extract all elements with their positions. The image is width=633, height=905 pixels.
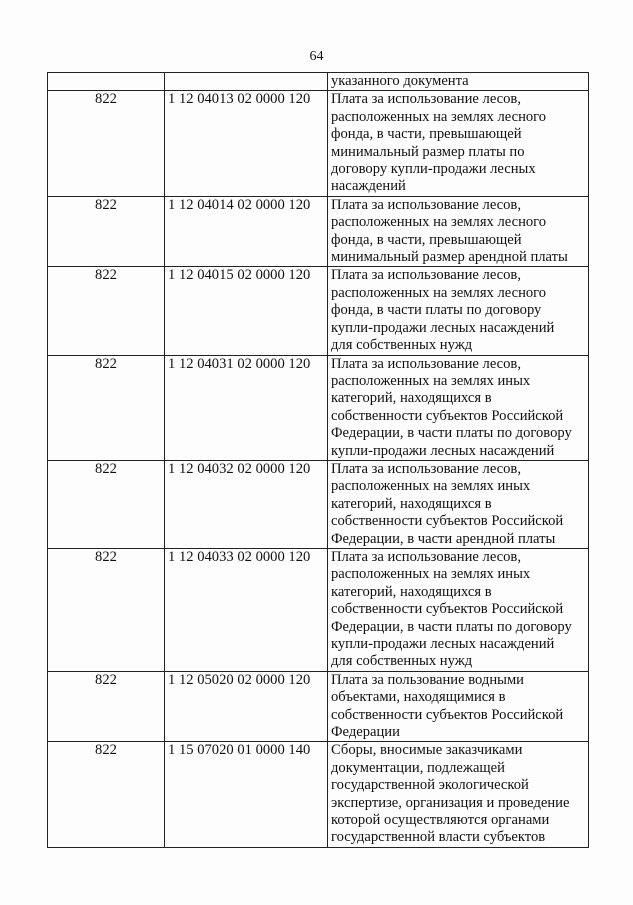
table-row: [48, 355, 589, 460]
table-row: [48, 548, 589, 671]
admin-code-cell: 822: [48, 196, 165, 267]
description-line: минимальный размер платы по: [331, 143, 525, 160]
description-line: государственной экологической: [331, 777, 529, 794]
admin-code-cell: 822: [48, 548, 165, 671]
description-line: собственности субъектов Российской: [331, 601, 564, 618]
page-number: 64: [309, 49, 324, 64]
description-line: документации, подлежащей: [331, 759, 505, 776]
description-cell: [328, 91, 589, 196]
admin-code-cell: 822: [48, 671, 165, 742]
description-cell: [328, 460, 589, 548]
description-line: Плата за использование лесов,: [331, 460, 521, 477]
admin-code-cell: [48, 73, 165, 91]
budget-codes-table: [47, 72, 589, 848]
table-body: [48, 73, 589, 848]
description-line: фонда, в части платы по договору: [331, 302, 542, 319]
description-line: Федерации, в части арендной платы: [331, 530, 556, 547]
description-line: для собственных нужд: [331, 653, 473, 670]
description-line: купли-продажи лесных насаждений: [331, 442, 555, 459]
table-row: [48, 91, 589, 196]
description-cell: [328, 196, 589, 267]
description-line: собственности субъектов Российской: [331, 407, 564, 424]
description-line: договору купли-продажи лесных: [331, 161, 536, 178]
description-line: Федерации, в части платы по договору: [331, 425, 572, 442]
kbk-cell: [165, 73, 328, 91]
description-line: категорий, находящихся в: [331, 583, 492, 600]
kbk-cell: 1 12 04033 02 0000 120: [165, 548, 328, 671]
description-cell: [328, 267, 589, 355]
description-line: насаждений: [331, 178, 406, 195]
admin-code-cell: 822: [48, 460, 165, 548]
admin-code-cell: 822: [48, 91, 165, 196]
description-line: расположенных на землях иных: [331, 478, 531, 495]
description-line: Плата за использование лесов,: [331, 267, 521, 284]
description-line: объектами, находящимися в: [331, 689, 506, 706]
kbk-cell: 1 12 04015 02 0000 120: [165, 267, 328, 355]
description-line: расположенных на землях иных: [331, 566, 531, 583]
description-cell: [328, 671, 589, 742]
description-cell: [328, 742, 589, 847]
table-row: [48, 460, 589, 548]
description-cell: [328, 548, 589, 671]
description-line: экспертизе, организация и проведение: [331, 794, 570, 811]
table-row: [48, 671, 589, 742]
admin-code-cell: 822: [48, 742, 165, 847]
description-line: Плата за использование лесов,: [331, 355, 521, 372]
description-line: Плата за пользование водными: [331, 671, 524, 688]
description-line: Федерации: [331, 724, 400, 741]
description-line: купли-продажи лесных насаждений: [331, 319, 555, 336]
table-row: [48, 742, 589, 847]
description-line: расположенных на землях лесного: [331, 284, 547, 301]
description-line: Плата за использование лесов,: [331, 548, 521, 565]
description-line: которой осуществляются органами: [331, 812, 550, 829]
kbk-cell: 1 12 05020 02 0000 120: [165, 671, 328, 742]
description-line: фонда, в части, превышающей: [331, 231, 522, 248]
description-line: купли-продажи лесных насаждений: [331, 636, 555, 652]
table-row: [48, 267, 589, 355]
table-row-continuation: [48, 73, 589, 91]
admin-code-cell: 822: [48, 355, 165, 460]
description-cell: [328, 73, 589, 91]
table-row: [48, 196, 589, 267]
description-line: минимальный размер арендной платы: [331, 249, 568, 266]
description-line: собственности субъектов Российской: [331, 513, 564, 530]
description-line: собственности субъектов Российской: [331, 706, 564, 723]
kbk-cell: 1 12 04031 02 0000 120: [165, 355, 328, 460]
description-line: указанного документа: [331, 73, 469, 89]
description-line: расположенных на землях лесного: [331, 108, 547, 125]
admin-code-cell: 822: [48, 267, 165, 355]
description-line: категорий, находящихся в: [331, 495, 492, 512]
description-line: категорий, находящихся в: [331, 390, 492, 407]
description-line: расположенных на землях иных: [331, 372, 531, 389]
description-cell: [328, 355, 589, 460]
description-line: для собственных нужд: [331, 337, 473, 354]
kbk-cell: 1 12 04014 02 0000 120: [165, 196, 328, 267]
kbk-cell: 1 12 04032 02 0000 120: [165, 460, 328, 548]
description-line: государственной власти субъектов: [331, 829, 546, 846]
description-line: Плата за использование лесов,: [331, 91, 521, 108]
description-line: Плата за использование лесов,: [331, 196, 521, 213]
description-line: фонда, в части, превышающей: [331, 126, 522, 143]
description-line: расположенных на землях лесного: [331, 214, 547, 231]
description-line: Федерации, в части платы по договору: [331, 618, 572, 635]
kbk-cell: 1 12 04013 02 0000 120: [165, 91, 328, 196]
description-line: Сборы, вносимые заказчиками: [331, 742, 523, 759]
kbk-cell: 1 15 07020 01 0000 140: [165, 742, 328, 847]
